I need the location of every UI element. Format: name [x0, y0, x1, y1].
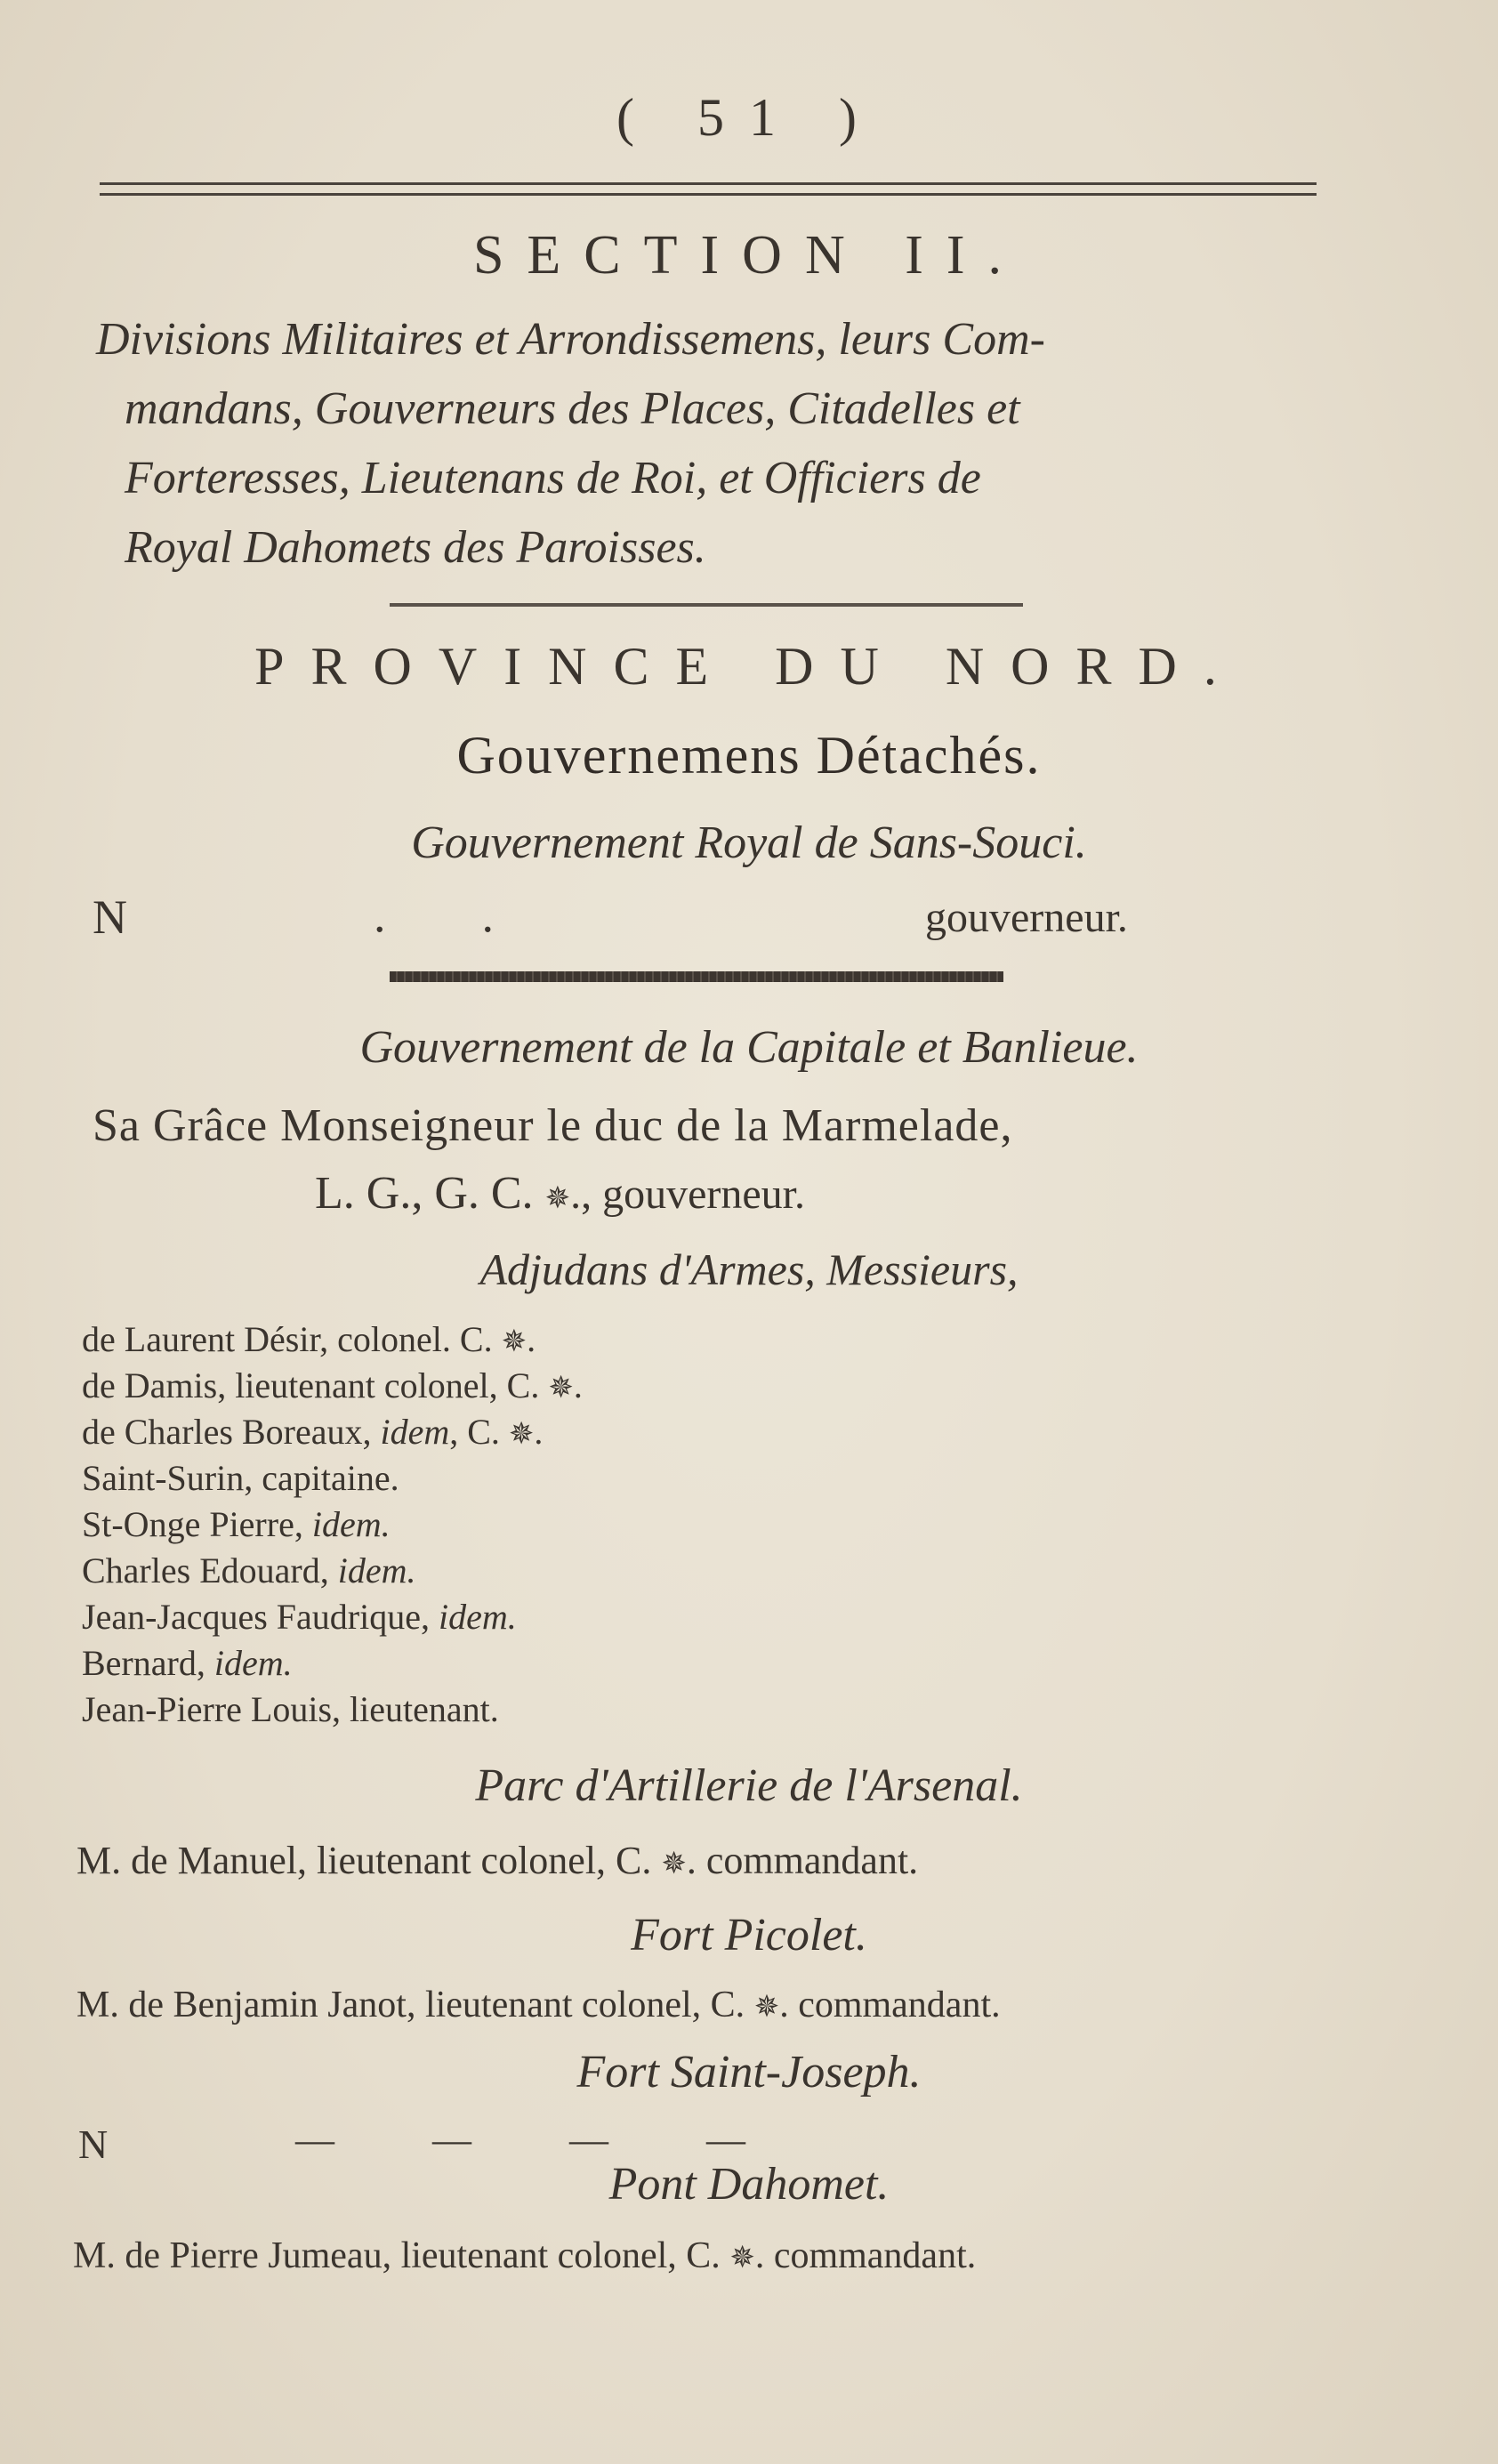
adjudant-3-idem: idem — [380, 1412, 450, 1452]
picolet-title: Fort Picolet. — [631, 1910, 867, 1961]
order-star-icon: ✵ — [548, 1372, 574, 1405]
intro-line-1: Divisions Militaires et Arrondissemens, leurs Com- — [96, 314, 1045, 365]
adjudant-1-tail: . — [527, 1319, 536, 1359]
order-star-icon: ✵ — [501, 1325, 528, 1358]
adjudant-1 — [82, 1318, 536, 1360]
province-title: PROVINCE DU NORD. — [254, 637, 1244, 696]
dahomet-officer: M. de Pierre Jumeau, lieutenant colonel, C. — [73, 2235, 721, 2276]
picolet-officer: M. de Benjamin Janot, lieutenant colonel, C. — [77, 1985, 745, 2025]
sans-souci-name: N — [93, 890, 127, 944]
adjudant-2-tail: . — [573, 1365, 583, 1405]
adjudant-6-idem: idem. — [337, 1550, 416, 1590]
order-star-icon: ✵ — [661, 1848, 687, 1880]
adjudans-title: Adjudans d'Armes, Messieurs, — [479, 1244, 1019, 1294]
adjudant-7-idem: idem. — [438, 1597, 517, 1637]
arsenal-role: . commandant. — [686, 1839, 919, 1882]
sans-souci-title: Gouvernement Royal de Sans-Souci. — [411, 817, 1087, 868]
intro-line-4: Royal Dahomets des Paroisses. — [125, 522, 706, 573]
gouvernemens-detaches: Gouvernemens Détachés. — [456, 726, 1042, 785]
adjudant-9-text: Jean-Pierre Louis, lieutenant. — [82, 1689, 499, 1729]
adjudant-6 — [82, 1550, 415, 1591]
adjudant-2-text: de Damis, lieutenant colonel, C. — [82, 1365, 540, 1405]
sans-souci-dots: . . — [374, 889, 494, 942]
sans-souci-rule — [390, 971, 1003, 982]
adjudant-3-tail: . — [534, 1412, 544, 1452]
adjudant-3-after: , C. — [449, 1412, 500, 1452]
capitale-line-2 — [315, 1167, 805, 1220]
saint-joseph-title: Fort Saint-Joseph. — [576, 2047, 922, 2098]
dahomet-role: . commandant. — [754, 2235, 977, 2276]
picolet-line — [77, 1984, 1001, 2026]
adjudant-3 — [82, 1411, 543, 1453]
adjudant-8 — [82, 1642, 293, 1684]
intro-line-2: mandans, Gouverneurs des Places, Citadelles et — [125, 383, 1020, 434]
adjudant-5-text: St-Onge Pierre, — [82, 1504, 312, 1544]
saint-joseph-dashes: — — — — — [295, 2118, 745, 2162]
saint-joseph-name: N — [78, 2122, 109, 2167]
adjudant-1-text: de Laurent Désir, colonel. C. — [82, 1319, 493, 1359]
adjudant-9 — [82, 1688, 499, 1730]
adjudant-7 — [82, 1596, 517, 1638]
header-rule — [100, 182, 1317, 196]
capitale-role: ., gouverneur. — [570, 1171, 805, 1218]
adjudant-7-text: Jean-Jacques Faudrique, — [82, 1597, 439, 1637]
adjudant-4-text: Saint-Surin, capitaine. — [82, 1458, 399, 1498]
page-number: ( 51 ) — [616, 88, 882, 147]
arsenal-officer: M. de Manuel, lieutenant colonel, C. — [77, 1839, 652, 1882]
adjudant-8-idem: idem. — [213, 1643, 293, 1683]
adjudant-3-text: de Charles Boreaux, — [82, 1412, 381, 1452]
adjudant-8-text: Bernard, — [82, 1643, 214, 1683]
picolet-role: . commandant. — [779, 1985, 1001, 2025]
adjudant-5 — [82, 1503, 391, 1545]
capitale-line-1: Sa Grâce Monseigneur le duc de la Marmelade, — [93, 1100, 1013, 1151]
order-star-icon: ✵ — [508, 1418, 535, 1451]
order-star-icon: ✵ — [729, 2242, 755, 2275]
sans-souci-role: gouverneur. — [925, 894, 1128, 941]
arsenal-title: Parc d'Artillerie de l'Arsenal. — [475, 1760, 1023, 1811]
adjudant-6-text: Charles Edouard, — [82, 1550, 338, 1590]
dahomet-line — [73, 2235, 976, 2277]
capitale-grade: L. G., G. C. — [315, 1168, 534, 1219]
adjudant-5-idem: idem. — [311, 1504, 391, 1544]
adjudant-2 — [82, 1365, 583, 1406]
order-star-icon: ✵ — [544, 1182, 571, 1215]
order-star-icon: ✵ — [753, 1991, 780, 2024]
dahomet-title: Pont Dahomet. — [608, 2159, 890, 2210]
capitale-title: Gouvernement de la Capitale et Banlieue. — [359, 1022, 1139, 1073]
arsenal-line — [77, 1838, 918, 1883]
intro-line-3: Forteresses, Lieutenans de Roi, et Officiers de — [125, 453, 981, 503]
adjudant-4 — [82, 1457, 399, 1499]
section-title: SECTION II. — [472, 225, 1026, 286]
intro-rule — [390, 603, 1023, 607]
